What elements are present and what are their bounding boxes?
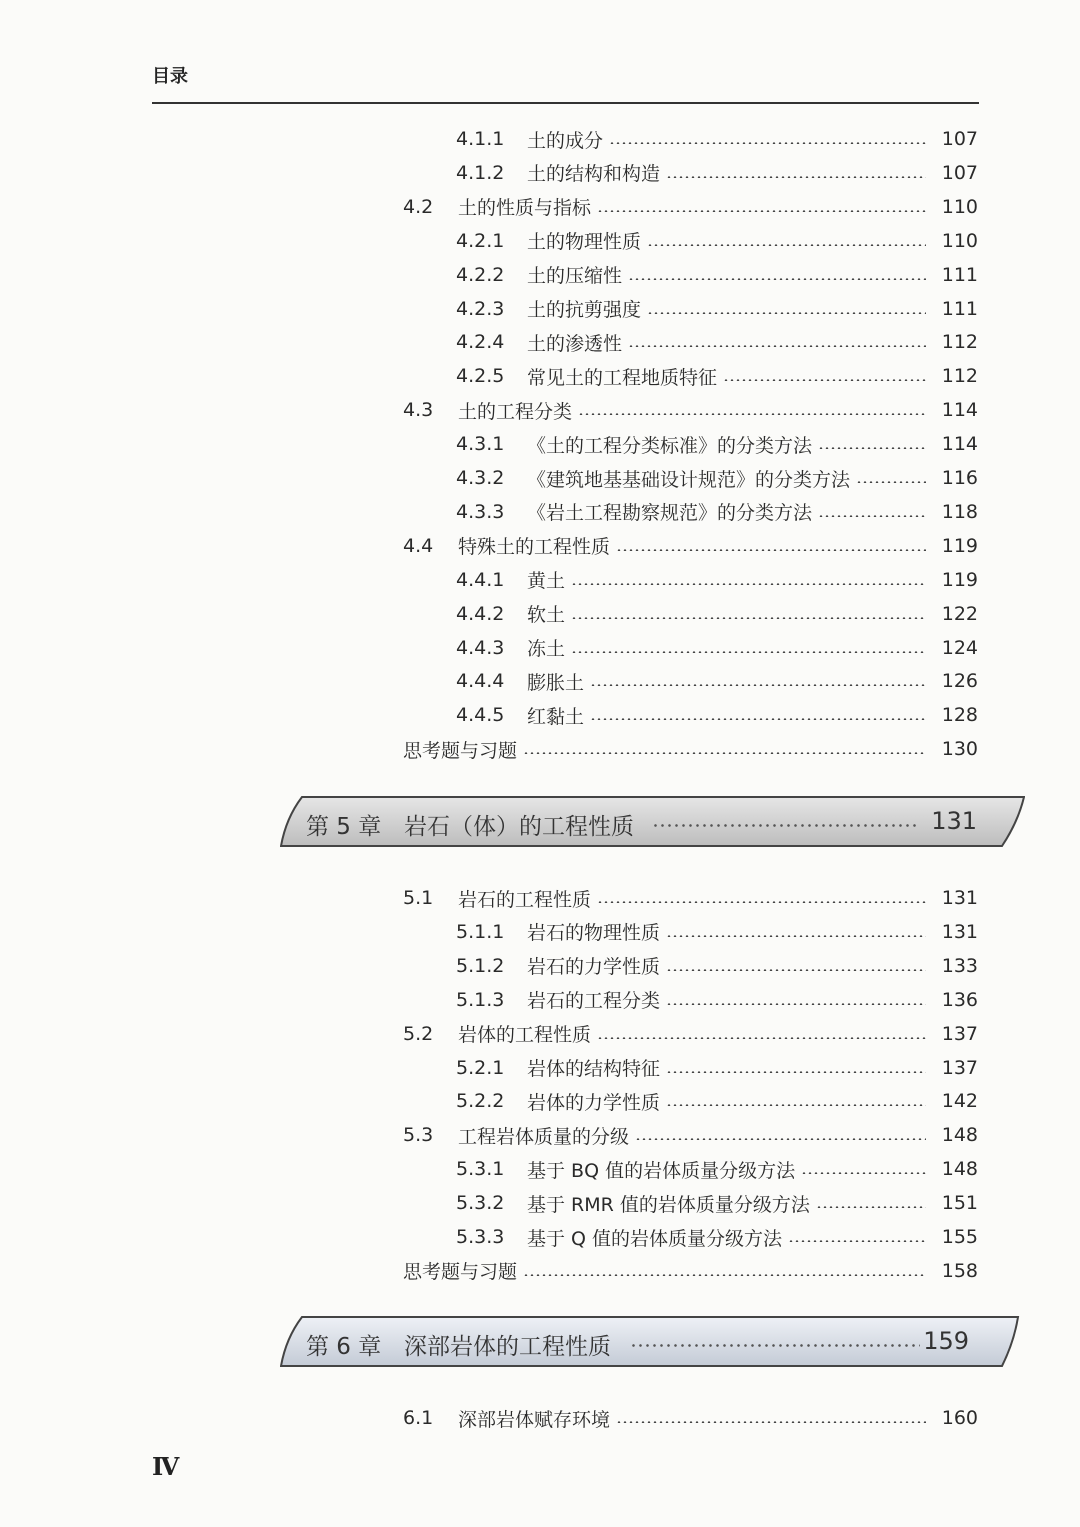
toc-entry-number: 4.1.2 bbox=[456, 161, 505, 184]
toc-entry[interactable] bbox=[0, 949, 1080, 983]
toc-entry-page: 118 bbox=[941, 500, 978, 523]
dot-leader bbox=[666, 1003, 926, 1005]
dot-leader bbox=[597, 901, 926, 903]
dot-leader bbox=[666, 969, 926, 971]
dot-leader bbox=[816, 1206, 926, 1208]
toc-entry-title: 工程岩体质量的分级 bbox=[458, 1125, 630, 1148]
toc-entry-page: 136 bbox=[941, 988, 978, 1011]
toc-entry-number: 4.2.4 bbox=[456, 331, 505, 354]
chapter-title: 岩石（体）的工程性质 bbox=[404, 814, 634, 840]
toc-entry-page: 148 bbox=[941, 1124, 978, 1147]
toc-entry[interactable] bbox=[0, 1017, 1080, 1051]
toc-entry-page: 119 bbox=[941, 568, 978, 591]
chapter-label: 第 6 章 bbox=[306, 1334, 382, 1360]
toc-entry-number: 4.4.4 bbox=[456, 670, 505, 693]
dot-leader bbox=[818, 447, 926, 449]
toc-entry-number: 6.1 bbox=[403, 1407, 434, 1429]
toc-entry-number: 4.4.3 bbox=[456, 636, 505, 659]
toc-entry-page: 128 bbox=[941, 704, 978, 727]
toc-entry[interactable] bbox=[0, 495, 1080, 529]
toc-entry-title: 土的工程分类 bbox=[458, 400, 573, 423]
toc-entry-number: 5.1 bbox=[403, 887, 434, 909]
toc-entry-number: 5.3.2 bbox=[456, 1192, 505, 1215]
dot-leader bbox=[666, 176, 926, 178]
toc-entry-number: 5.1.2 bbox=[456, 954, 505, 977]
chapter-title: 深部岩体的工程性质 bbox=[404, 1334, 611, 1360]
toc-entry[interactable] bbox=[0, 732, 1080, 766]
toc-entry[interactable] bbox=[0, 1118, 1080, 1152]
toc-entry-page: 114 bbox=[941, 399, 978, 422]
toc-entry-number: 4.4.1 bbox=[456, 568, 505, 591]
dot-leader bbox=[788, 1240, 926, 1242]
toc-entry-page: 131 bbox=[941, 920, 978, 943]
toc-entry-number: 4.3.3 bbox=[456, 500, 505, 523]
toc-entry-title: 土的渗透性 bbox=[527, 332, 623, 355]
dot-leader bbox=[666, 1104, 926, 1106]
toc-entry-page: 111 bbox=[941, 263, 978, 286]
toc-entry[interactable] bbox=[0, 597, 1080, 631]
toc-entry-page: 130 bbox=[941, 738, 978, 761]
chapter-page: 159 bbox=[923, 1327, 969, 1355]
toc-entry-title: 深部岩体赋存环境 bbox=[458, 1408, 611, 1431]
toc-entry[interactable] bbox=[0, 393, 1080, 427]
dot-leader bbox=[647, 312, 926, 314]
dot-leader bbox=[801, 1172, 926, 1174]
toc-entry-title: 特殊土的工程性质 bbox=[458, 536, 611, 559]
toc-entry[interactable] bbox=[0, 1084, 1080, 1118]
toc-entry-number: 4.2.2 bbox=[456, 263, 505, 286]
toc-entry[interactable] bbox=[0, 1051, 1080, 1085]
dot-leader bbox=[723, 379, 926, 381]
dot-leader bbox=[628, 345, 926, 347]
toc-entry-title: 思考题与习题 bbox=[403, 739, 518, 762]
toc-entry[interactable] bbox=[0, 563, 1080, 597]
toc-entry-page: 110 bbox=[941, 195, 978, 218]
toc-entry-page: 112 bbox=[941, 365, 978, 388]
dot-leader bbox=[597, 1037, 926, 1039]
toc-entry-title: 土的抗剪强度 bbox=[527, 299, 642, 321]
toc-entry[interactable] bbox=[0, 224, 1080, 258]
toc-entry-title: 《建筑地基基础设计规范》的分类方法 bbox=[527, 468, 851, 491]
toc-entry-page: 151 bbox=[941, 1192, 978, 1215]
toc-entry-title: 红黏土 bbox=[527, 705, 585, 728]
dot-leader bbox=[578, 413, 926, 415]
toc-entry-title: 土的成分 bbox=[527, 129, 604, 152]
toc-entry-title: 岩石的工程性质 bbox=[458, 888, 592, 911]
toc-entry-page: 124 bbox=[941, 636, 978, 659]
toc-entry[interactable] bbox=[0, 915, 1080, 949]
toc-entry-number: 5.1.3 bbox=[456, 988, 505, 1011]
toc-entry[interactable] bbox=[0, 1401, 1080, 1435]
toc-entry[interactable] bbox=[0, 427, 1080, 461]
toc-entry[interactable] bbox=[0, 156, 1080, 190]
dot-leader bbox=[523, 752, 926, 754]
toc-entry[interactable] bbox=[0, 1152, 1080, 1186]
toc-entry-page: 112 bbox=[941, 331, 978, 354]
dot-leader bbox=[590, 718, 926, 720]
toc-entry-title: 土的结构和构造 bbox=[527, 163, 661, 186]
chapter-banner-shape bbox=[280, 796, 1025, 848]
toc-entry[interactable] bbox=[0, 631, 1080, 665]
toc-entry-title: 常见土的工程地质特征 bbox=[527, 366, 718, 389]
toc-entry-title: 土的压缩性 bbox=[527, 265, 623, 288]
toc-entry-page: 158 bbox=[941, 1259, 978, 1282]
toc-entry-title: 土的性质与指标 bbox=[458, 197, 592, 220]
toc-entry-number: 4.2.1 bbox=[456, 229, 505, 252]
dot-leader bbox=[647, 244, 926, 246]
toc-entry-page: 116 bbox=[941, 467, 978, 489]
dot-leader bbox=[630, 1344, 920, 1347]
toc-entry-title: 土的物理性质 bbox=[527, 231, 642, 254]
toc-entry-title: 岩石的工程分类 bbox=[527, 990, 661, 1013]
toc-entry-number: 5.3 bbox=[403, 1124, 434, 1147]
toc-entry-title: 软土 bbox=[527, 604, 566, 627]
toc-entry-page: 126 bbox=[941, 670, 978, 693]
toc-entry-title: 思考题与习题 bbox=[403, 1261, 518, 1284]
toc-entry[interactable] bbox=[0, 529, 1080, 563]
toc-entry-number: 5.2.1 bbox=[456, 1056, 505, 1079]
toc-entry-title: 岩石的力学性质 bbox=[527, 956, 661, 979]
toc-entry-title: 冻土 bbox=[527, 638, 566, 660]
toc-entry-title: 黄土 bbox=[527, 570, 566, 593]
dot-leader bbox=[590, 684, 926, 686]
toc-entry-page: 131 bbox=[941, 887, 978, 909]
toc-entry[interactable] bbox=[0, 698, 1080, 732]
toc-entry-page: 114 bbox=[941, 433, 978, 456]
toc-entry-number: 4.4 bbox=[403, 534, 434, 557]
toc-entry-title: 基于 Q 值的岩体质量分级方法 bbox=[527, 1227, 783, 1250]
toc-entry-number: 4.2.3 bbox=[456, 297, 505, 320]
dot-leader bbox=[616, 1421, 926, 1423]
chapter-banner-shape bbox=[280, 1316, 1025, 1368]
toc-entry[interactable] bbox=[0, 1186, 1080, 1220]
dot-leader bbox=[523, 1274, 926, 1276]
toc-entry[interactable] bbox=[0, 1254, 1080, 1288]
toc-entry-title: 《土的工程分类标准》的分类方法 bbox=[527, 434, 813, 457]
toc-entry[interactable] bbox=[0, 258, 1080, 292]
toc-entry-title: 岩体的结构特征 bbox=[527, 1058, 661, 1080]
dot-leader bbox=[628, 278, 926, 280]
dot-leader bbox=[652, 824, 920, 827]
toc-entry-number: 5.3.1 bbox=[456, 1158, 505, 1181]
toc-entry-page: 119 bbox=[941, 534, 978, 557]
toc-entry-number: 4.3.1 bbox=[456, 433, 505, 456]
toc-entry-number: 4.4.5 bbox=[456, 704, 505, 727]
header-rule bbox=[152, 102, 979, 104]
dot-leader bbox=[666, 1071, 926, 1073]
dot-leader bbox=[571, 617, 926, 619]
toc-entry[interactable] bbox=[0, 122, 1080, 156]
toc-entry-page: 107 bbox=[941, 128, 978, 150]
toc-entry[interactable] bbox=[0, 664, 1080, 698]
chapter-6-banner[interactable] bbox=[280, 1316, 1025, 1368]
toc-entry[interactable] bbox=[0, 325, 1080, 359]
toc-entry-number: 4.4.2 bbox=[456, 602, 505, 625]
dot-leader bbox=[609, 142, 926, 144]
toc-entry-title: 《岩土工程勘察规范》的分类方法 bbox=[527, 502, 813, 525]
toc-entry-title: 基于 BQ 值的岩体质量分级方法 bbox=[527, 1159, 796, 1182]
toc-entry-page: 111 bbox=[941, 297, 978, 320]
dot-leader bbox=[616, 549, 926, 551]
toc-entry[interactable] bbox=[0, 461, 1080, 495]
toc-entry-number: 4.1.1 bbox=[456, 128, 505, 150]
toc-entry-title: 基于 RMR 值的岩体质量分级方法 bbox=[527, 1193, 810, 1216]
toc-entry-title: 岩石的物理性质 bbox=[527, 922, 661, 945]
toc-entry[interactable] bbox=[0, 292, 1080, 326]
toc-entry-page: 160 bbox=[941, 1407, 978, 1429]
toc-entry-page: 155 bbox=[941, 1226, 978, 1248]
toc-entry-page: 122 bbox=[941, 602, 978, 625]
toc-entry-number: 5.2 bbox=[403, 1022, 434, 1045]
toc-entry-title: 岩体的力学性质 bbox=[527, 1091, 661, 1114]
toc-entry[interactable] bbox=[0, 1220, 1080, 1254]
toc-entry-number: 4.3.2 bbox=[456, 467, 505, 489]
dot-leader bbox=[818, 515, 926, 517]
dot-leader bbox=[597, 210, 926, 212]
dot-leader bbox=[571, 651, 926, 653]
toc-entry-number: 5.1.1 bbox=[456, 920, 505, 943]
toc-entry-page: 107 bbox=[941, 161, 978, 184]
chapter-5-banner[interactable] bbox=[280, 796, 1025, 848]
toc-entry-number: 4.2 bbox=[403, 195, 434, 218]
dot-leader bbox=[856, 481, 926, 483]
dot-leader bbox=[571, 583, 926, 585]
toc-entry-page: 137 bbox=[941, 1022, 978, 1045]
toc-entry-page: 110 bbox=[941, 229, 978, 252]
dot-leader bbox=[666, 935, 926, 937]
toc-entry[interactable] bbox=[0, 190, 1080, 224]
toc-entry-number: 5.3.3 bbox=[456, 1226, 505, 1248]
toc-entry-page: 133 bbox=[941, 954, 978, 977]
toc-entry-title: 岩体的工程性质 bbox=[458, 1024, 592, 1047]
toc-entry[interactable] bbox=[0, 359, 1080, 393]
toc-entry[interactable] bbox=[0, 983, 1080, 1017]
dot-leader bbox=[635, 1138, 926, 1140]
header-title: 目录 bbox=[152, 66, 188, 87]
toc-entry-number: 4.3 bbox=[403, 399, 434, 422]
chapter-label: 第 5 章 bbox=[306, 814, 382, 840]
chapter-page: 131 bbox=[931, 807, 977, 835]
page-number: Ⅳ bbox=[152, 1452, 180, 1481]
toc-entry[interactable] bbox=[0, 881, 1080, 915]
toc-entry-number: 4.2.5 bbox=[456, 365, 505, 388]
toc-entry-page: 137 bbox=[941, 1056, 978, 1079]
toc-entry-page: 148 bbox=[941, 1158, 978, 1181]
toc-entry-title: 膨胀土 bbox=[527, 671, 585, 694]
toc-entry-number: 5.2.2 bbox=[456, 1090, 505, 1113]
toc-entry-page: 142 bbox=[941, 1090, 978, 1113]
